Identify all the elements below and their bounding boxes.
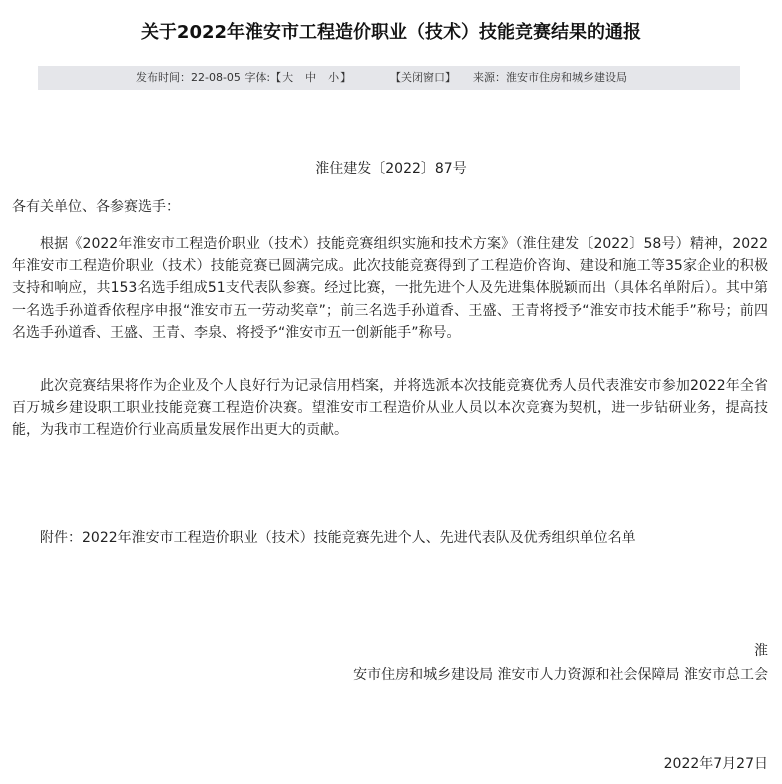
font-large-link[interactable]: 大 — [282, 71, 294, 84]
meta-bar — [38, 66, 740, 90]
font-size-bracket-close: 】 — [340, 71, 352, 84]
document-number: 淮住建发〔2022〕87号 — [315, 161, 467, 177]
meta-right-group — [390, 66, 627, 90]
publish-time: 发布时间：22-08-05 — [136, 71, 241, 84]
body-paragraph-1: 根据《2022年淮安市工程造价职业（技术）技能竞赛组织实施和技术方案》（淮住建发〔2022〕58号）精神，2022年淮安市工程造价职业（技术）技能竞赛已圆满完成。此次技能竞赛得到了工程造价咨询、建设和施工等35家企业的积极支持和响应，共153名选手组成51支代表队参赛。经过比赛，一批先进个人及先进集体脱颖而出（具体名单附后）。其中第一名选手孙道香依程序申报“淮安市五一劳动奖章”；前三名选手孙道香、王盛、王青将授予“淮安市技术能手”称号；前四名选手孙道香、王盛、王青、李泉、将授予“淮安市五一创新能手”称号。 — [12, 236, 768, 341]
font-size-label: 字体:【 — [244, 71, 282, 84]
close-window-link[interactable]: 【关闭窗口】 — [390, 71, 456, 84]
salutation: 各有关单位、各参赛选手： — [12, 199, 180, 215]
font-medium-link[interactable]: 中 — [305, 71, 317, 84]
source-label: 来源：淮安市住房和城乡建设局 — [473, 71, 627, 84]
issuer-block — [248, 640, 768, 686]
issuer-line-2: 安市住房和城乡建设局 淮安市人力资源和社会保障局 淮安市总工会 — [353, 667, 768, 683]
document-date: 2022年7月27日 — [663, 756, 768, 772]
attachment-link[interactable]: 附件：2022年淮安市工程造价职业（技术）技能竞赛先进个人、先进代表队及优秀组织单位名单 — [40, 530, 636, 546]
issuer-line-1: 淮 — [754, 643, 768, 659]
meta-left-group — [136, 66, 351, 90]
font-small-link[interactable]: 小 — [328, 71, 340, 84]
page-title: 关于2022年淮安市工程造价职业（技术）技能竞赛结果的通报 — [140, 22, 642, 43]
body-paragraph-2: 此次竞赛结果将作为企业及个人良好行为记录信用档案，并将选派本次技能竞赛优秀人员代表淮安市参加2022年全省百万城乡建设职工职业技能竞赛工程造价决赛。望淮安市工程造价从业人员以本次竞赛为契机，进一步钻研业务，提高技能，为我市工程造价行业高质量发展作出更大的贡献。 — [12, 378, 768, 439]
